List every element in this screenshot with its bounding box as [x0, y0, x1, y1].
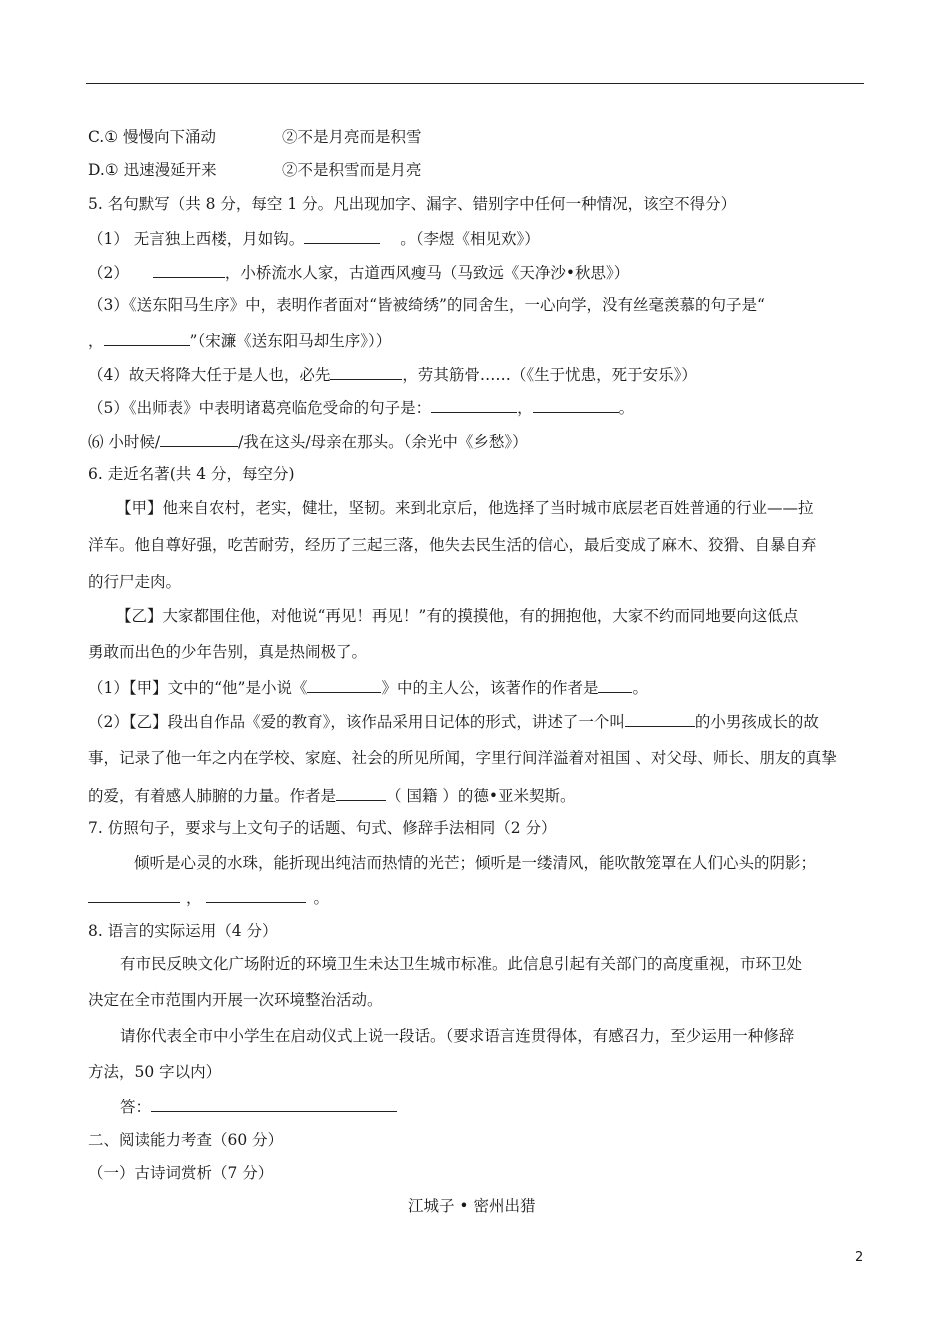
q8-passage: 决定在全市范围内开展一次环境整治活动。: [88, 991, 383, 1009]
q5-line-5: [88, 397, 634, 418]
q5-text: ，: [517, 399, 533, 417]
q5-line-1: [88, 228, 540, 249]
q8-passage: 有市民反映文化广场附近的环境卫生未达卫生城市标准。此信息引起有关部门的高度重视，市环卫处: [120, 955, 803, 973]
option-d-alt: ②不是积雪而是月亮: [282, 161, 422, 179]
q6-text: （ 国籍 ）的德•亚米契斯。: [386, 787, 576, 805]
q5-text: ，劳其筋骨……（《生于忧患，死于安乐》）: [402, 366, 697, 384]
q6-text: 》中的主人公，该著作的作者是: [381, 679, 599, 697]
q6-question-2b: 事，记录了他一年之内在学校、家庭、社会的所见所闻，字里行间洋溢着对祖国 、对父母、师长、朋友的真挚: [88, 749, 837, 767]
section-2-subtitle: （一）古诗词赏析（7 分）: [88, 1164, 274, 1182]
q5-line-2: [88, 262, 629, 283]
answer-blank[interactable]: [206, 887, 306, 903]
q6-passage: 【甲】他来自农村，老实，健壮，坚韧。来到北京后，他选择了当时城市底层老百姓普通的行业——拉: [116, 499, 814, 517]
q8-answer-label: 答：: [120, 1098, 152, 1116]
q5-line-4: [88, 364, 697, 385]
q6-title: 6. 走近名著(共 4 分，每空分): [88, 465, 295, 483]
q5-text: 。（李煜《相见欢》）: [400, 230, 540, 248]
poem-title: 江城子 • 密州出猎: [408, 1197, 536, 1215]
answer-blank[interactable]: [160, 431, 238, 447]
answer-blank[interactable]: [304, 228, 380, 244]
q6-passage: 勇敢而出色的少年告别，真是热闹极了。: [88, 643, 368, 661]
answer-blank[interactable]: [431, 397, 517, 413]
q5-text: ，小桥流水人家，古道西风瘦马（马致远《天净沙•秋思》）: [224, 264, 630, 282]
answer-blank[interactable]: [88, 887, 180, 903]
option-d: [88, 160, 217, 180]
answer-blank[interactable]: [336, 785, 386, 801]
answer-blank[interactable]: [104, 330, 190, 346]
answer-blank[interactable]: [153, 262, 225, 278]
q6-text: 的小男孩成长的故: [694, 713, 819, 731]
q6-question-2: [88, 711, 819, 732]
q6-question-2c: [88, 785, 576, 806]
q5-text: （4）故天将降大任于是人也，必先: [88, 366, 331, 384]
page-number: 2: [855, 1250, 864, 1265]
q5-text: ”（宋濂《送东阳马却生序》））: [189, 332, 392, 350]
q5-text: ，: [88, 332, 104, 350]
section-2-title: 二、阅读能力考查（60 分）: [88, 1131, 284, 1149]
answer-blank[interactable]: [625, 711, 695, 727]
answer-blank[interactable]: [330, 364, 402, 380]
q6-text: 的爱，有着感人肺腑的力量。作者是: [88, 787, 337, 805]
q8-passage: 方法，50 字以内）: [88, 1063, 222, 1081]
answer-blank[interactable]: [307, 677, 381, 693]
q5-title: 5. 名句默写（共 8 分，每空 1 分。凡出现加字、漏字、错别字中任何一种情况，该空不得分）: [88, 195, 737, 213]
q5-line-3b: [88, 330, 391, 351]
q7-title: 7. 仿照句子，要求与上文句子的话题、句式、修辞手法相同（2 分）: [88, 819, 557, 837]
q8-answer-line: [120, 1096, 397, 1117]
q6-passage: 的行尸走肉。: [88, 573, 182, 591]
q5-text: （5）《出师表》中表明诸葛亮临危受命的句子是：: [88, 399, 432, 417]
q5-text: （1） 无言独上西楼，月如钩。: [88, 230, 305, 248]
q5-text: ⑹ 小时候/: [88, 433, 161, 451]
q5-text: 。: [618, 399, 635, 417]
option-c-alt: ②不是月亮而是积雪: [282, 128, 422, 146]
q7-text: 。: [313, 889, 330, 907]
q5-text: （2）: [88, 264, 129, 282]
q7-text: ，: [186, 889, 202, 907]
q6-passage: 【乙】大家都围住他，对他说“再见！再见！”有的摸摸他，有的拥抱他，大家不约而同地要向这低点: [116, 607, 799, 625]
answer-blank[interactable]: [533, 397, 619, 413]
q7-answer-line: [88, 887, 329, 908]
q7-example: 倾听是心灵的水珠，能折现出纯洁而热情的光芒；倾听是一缕清风，能吹散笼罩在人们心头的阴影；: [134, 854, 817, 872]
answer-blank[interactable]: [151, 1096, 397, 1112]
q6-text: （1）【甲】文中的“他”是小说《: [88, 679, 308, 697]
q5-line-6: [88, 431, 528, 452]
q8-title: 8. 语言的实际运用（4 分）: [88, 922, 278, 940]
q6-question-1: [88, 677, 648, 698]
q5-line-3: （3）《送东阳马生序》中，表明作者面对“皆被绮绣”的同舍生，一心向学，没有丝毫羡慕的句子是“: [88, 296, 765, 314]
q6-passage: 洋车。他自尊好强，吃苦耐劳，经历了三起三落，他失去民生活的信心，最后变成了麻木、狡猾、自暴自弃: [88, 536, 817, 554]
header-rule: [86, 83, 864, 84]
option-d-label: D.① 迅速漫延开来: [88, 161, 217, 179]
q5-text: /我在这头/母亲在那头。（余光中《乡愁》）: [238, 433, 528, 451]
answer-blank[interactable]: [598, 677, 632, 693]
option-c: [88, 127, 216, 147]
q6-text: （2）【乙】段出自作品《爱的教育》，该作品采用日记体的形式，讲述了一个叫: [88, 713, 625, 731]
q8-passage: 请你代表全市中小学生在启动仪式上说一段话。（要求语言连贯得体，有感召力，至少运用一种修辞: [120, 1027, 795, 1045]
q6-text: 。: [632, 679, 648, 697]
option-c-label: C.① 慢慢向下涌动: [88, 128, 217, 146]
